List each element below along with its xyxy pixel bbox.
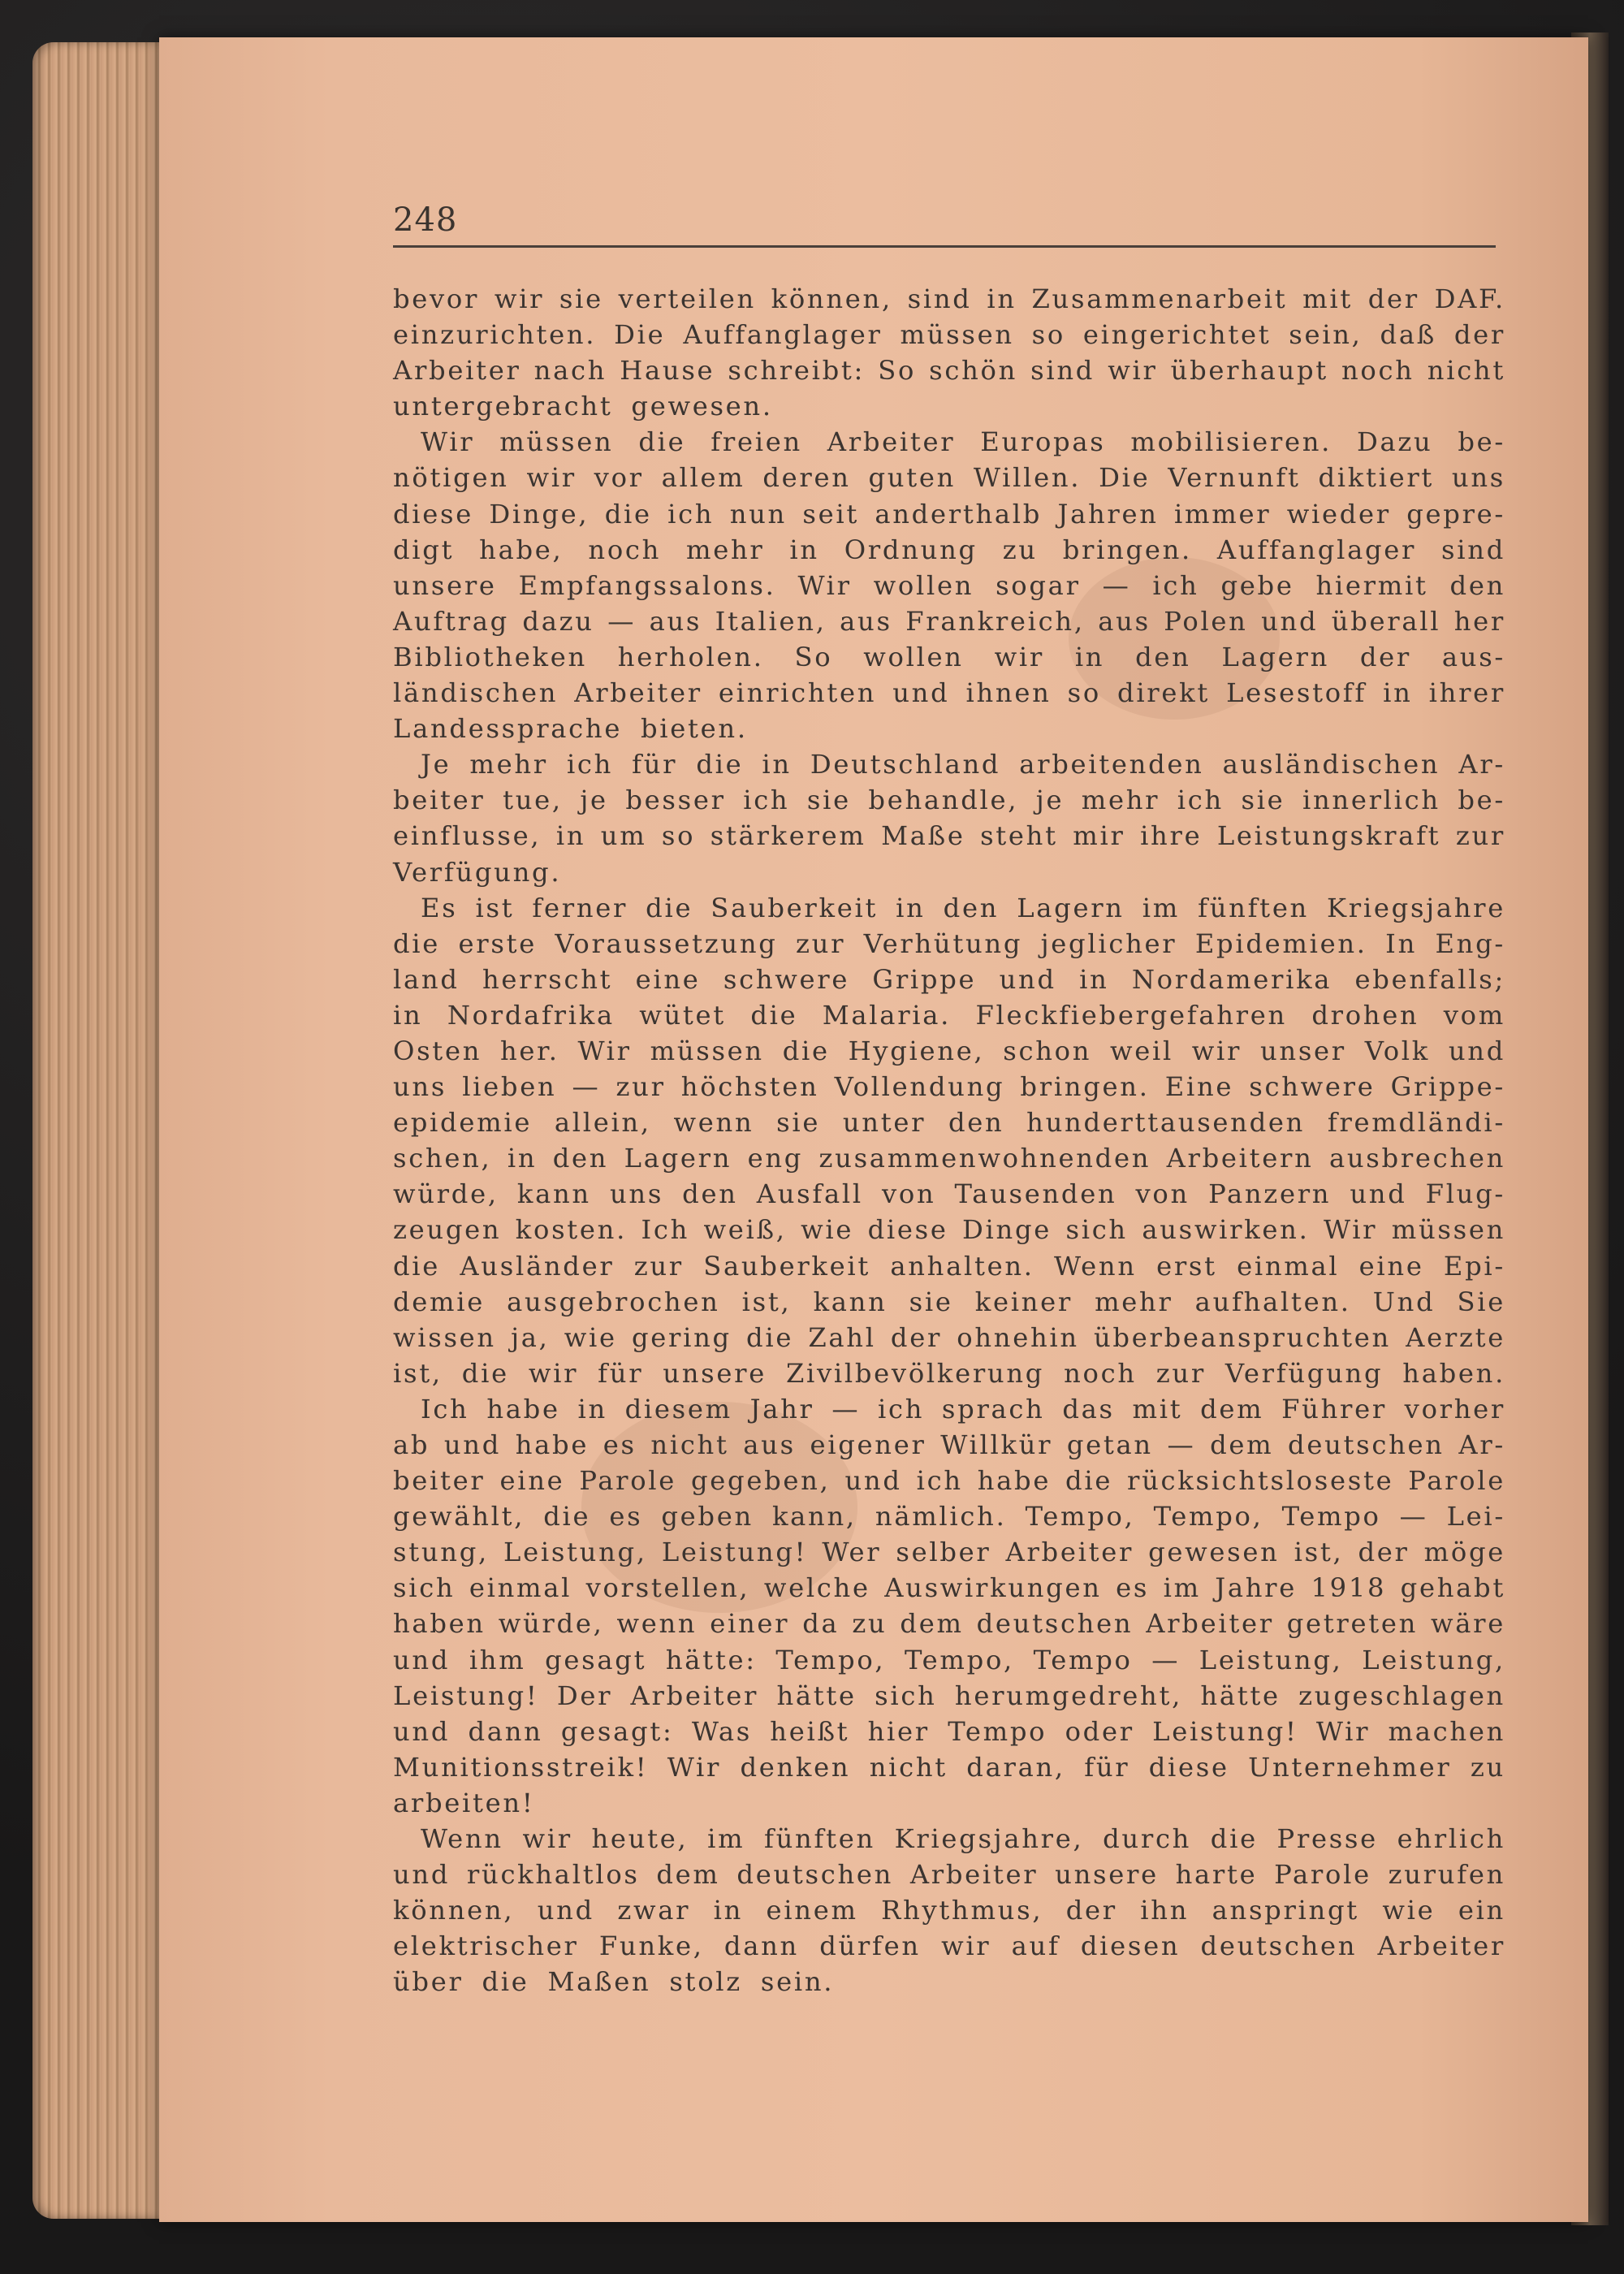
- text-line: land herrscht eine schwere Grippe und in Nordamerika ebenfalls;: [393, 963, 1505, 995]
- text-line: Bibliotheken herholen. So wollen wir in den Lagern der aus-: [393, 641, 1505, 672]
- text-line: epidemie allein, wenn sie unter den hunderttausenden fremdländi-: [393, 1107, 1505, 1139]
- text-line: gewählt, die es geben kann, nämlich. Tempo, Tempo, Tempo — Lei-: [393, 1501, 1505, 1533]
- paragraph: [393, 424, 1505, 746]
- text-line: ab und habe es nicht aus eigener Willkür getan — dem deutschen Ar-: [393, 1429, 1505, 1460]
- text-line: einzurichten. Die Auffanglager müssen so eingerichtet sein, daß der: [393, 319, 1505, 351]
- text-line: unsere Empfangssalons. Wir wollen sogar — ich gebe hiermit den: [393, 569, 1505, 601]
- text-line: ist, die wir für unsere Zivilbevölkerung noch zur Verfügung haben.: [393, 1357, 1505, 1389]
- text-line: elektrischer Funke, dann dürfen wir auf diesen deutschen Arbeiter: [393, 1930, 1505, 1962]
- page-number: 248: [393, 201, 458, 239]
- text-line: Verfügung.: [393, 856, 562, 888]
- text-line: stung, Leistung, Leistung! Wer selber Arbeiter gewesen ist, der möge: [393, 1537, 1505, 1568]
- text-line: haben würde, wenn einer da zu dem deutschen Arbeiter getreten wäre: [393, 1608, 1505, 1640]
- paragraph: [393, 281, 1505, 424]
- page-stack-edges: [32, 42, 171, 2219]
- text-line: untergebracht gewesen.: [393, 391, 773, 422]
- paragraph: [393, 890, 1505, 1391]
- text-line: beiter eine Parole gegeben, und ich habe die rücksichtsloseste Parole: [393, 1465, 1505, 1497]
- text-line: nötigen wir vor allem deren guten Willen. Die Vernunft diktiert uns: [393, 462, 1505, 494]
- text-line: die Ausländer zur Sauberkeit anhalten. Wenn erst einmal eine Epi-: [393, 1250, 1505, 1282]
- text-line: digt habe, noch mehr in Ordnung zu bringen. Auffanglager sind: [393, 534, 1505, 565]
- text-line: Munitionsstreik! Wir denken nicht daran, für diese Unternehmer zu: [393, 1751, 1505, 1783]
- text-line: über die Maßen stolz sein.: [393, 1966, 835, 1998]
- text-line: Auftrag dazu — aus Italien, aus Frankreich, aus Polen und überall her: [393, 605, 1505, 637]
- text-line: sich einmal vorstellen, welche Auswirkungen es im Jahre 1918 gehabt: [393, 1572, 1505, 1604]
- text-line: und dann gesagt: Was heißt hier Tempo oder Leistung! Wir machen: [393, 1715, 1505, 1747]
- text-line: beiter tue, je besser ich sie behandle, je mehr ich sie innerlich be-: [393, 785, 1505, 816]
- paragraph: [393, 1391, 1505, 1821]
- text-line: arbeiten!: [393, 1787, 535, 1818]
- text-line: schen, in den Lagern eng zusammenwohnenden Arbeitern ausbrechen: [393, 1143, 1505, 1174]
- text-line: die erste Voraussetzung zur Verhütung jeglicher Epidemien. In Eng-: [393, 927, 1505, 959]
- text-line: Ich habe in diesem Jahr — ich sprach das mit dem Führer vorher: [421, 1393, 1505, 1424]
- text-line: demie ausgebrochen ist, kann sie keiner mehr aufhalten. Und Sie: [393, 1286, 1505, 1317]
- text-line: uns lieben — zur höchsten Vollendung bringen. Eine schwere Grippe-: [393, 1071, 1505, 1103]
- text-line: einflusse, in um so stärkerem Maße steht mir ihre Leistungskraft zur: [393, 820, 1505, 852]
- text-line: Je mehr ich für die in Deutschland arbeitenden ausländischen Ar-: [421, 749, 1505, 780]
- text-line: und rückhaltlos dem deutschen Arbeiter unsere harte Parole zurufen: [393, 1859, 1505, 1891]
- text-line: bevor wir sie verteilen können, sind in Zusammenarbeit mit der DAF.: [393, 283, 1505, 314]
- text-line: Osten her. Wir müssen die Hygiene, schon weil wir unser Volk und: [393, 1035, 1505, 1066]
- paragraph: [393, 1821, 1505, 1999]
- text-line: würde, kann uns den Ausfall von Tausenden von Panzern und Flug-: [393, 1178, 1505, 1210]
- text-line: zeugen kosten. Ich weiß, wie diese Dinge sich auswirken. Wir müssen: [393, 1214, 1505, 1246]
- text-line: diese Dinge, die ich nun seit anderthalb Jahren immer wieder gepre-: [393, 498, 1505, 530]
- body-text: [393, 281, 1505, 2000]
- header-rule: [393, 245, 1496, 248]
- text-line: Landessprache bieten.: [393, 713, 748, 745]
- text-line: Arbeiter nach Hause schreibt: So schön sind wir überhaupt noch nicht: [393, 355, 1505, 387]
- text-line: und ihm gesagt hätte: Tempo, Tempo, Tempo — Leistung, Leistung,: [393, 1644, 1505, 1675]
- text-line: Wenn wir heute, im fünften Kriegsjahre, durch die Presse ehrlich: [421, 1823, 1505, 1855]
- text-line: Wir müssen die freien Arbeiter Europas mobilisieren. Dazu be-: [421, 426, 1505, 458]
- text-line: Es ist ferner die Sauberkeit in den Lagern im fünften Kriegsjahre: [421, 892, 1505, 923]
- paragraph: [393, 746, 1505, 889]
- text-line: können, und zwar in einem Rhythmus, der ihn anspringt wie ein: [393, 1895, 1505, 1926]
- text-line: Leistung! Der Arbeiter hätte sich herumgedreht, hätte zugeschlagen: [393, 1680, 1505, 1711]
- text-line: in Nordafrika wütet die Malaria. Fleckfiebergefahren drohen vom: [393, 999, 1505, 1031]
- text-line: wissen ja, wie gering die Zahl der ohnehin überbeanspruchten Aerzte: [393, 1321, 1505, 1353]
- text-line: ländischen Arbeiter einrichten und ihnen so direkt Lesestoff in ihrer: [393, 677, 1505, 709]
